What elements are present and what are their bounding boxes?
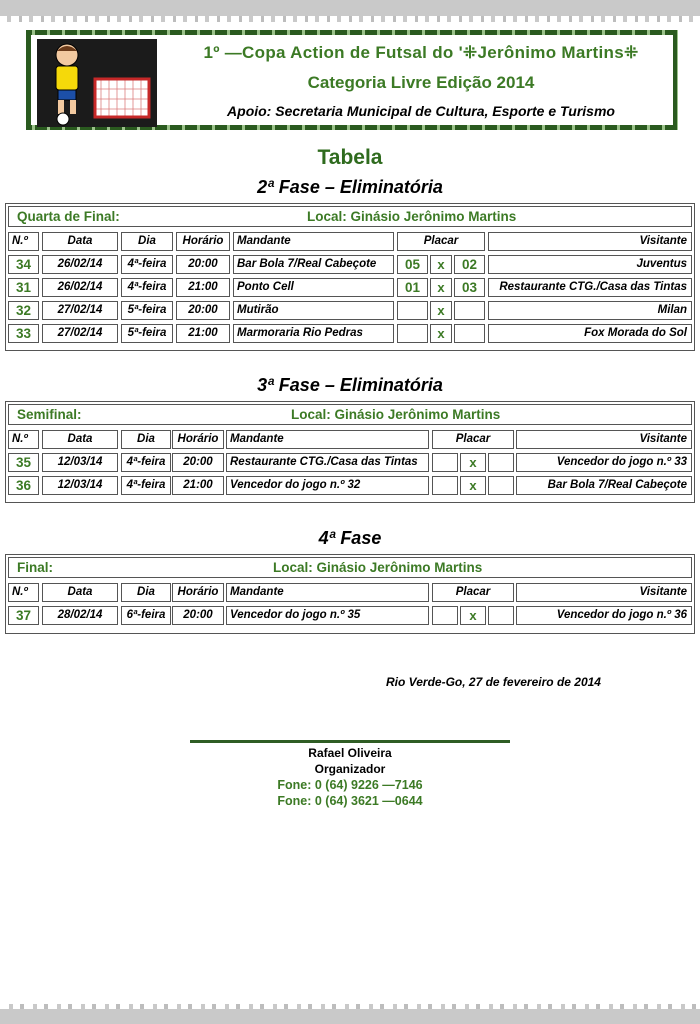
home-score [432, 476, 458, 495]
game-time: 20:00 [176, 301, 230, 320]
game-number: 32 [8, 301, 39, 320]
away-score [454, 301, 485, 320]
home-score [397, 324, 428, 343]
round-label: Semifinal: [17, 407, 82, 422]
col-away: Visitante [516, 583, 692, 602]
game-time: 20:00 [176, 255, 230, 274]
tournament-category: Categoria Livre Edição 2014 [307, 73, 535, 92]
game-date: 28/02/14 [42, 606, 118, 625]
col-day: Dia [121, 583, 171, 602]
phase4-title: 4ª Fase [318, 528, 382, 548]
phase2-title-row [8, 206, 692, 227]
game-day: 4ª-feira [121, 278, 173, 297]
round-label: Final: [17, 560, 53, 575]
score-separator: x [460, 606, 486, 625]
home-score: 05 [397, 255, 428, 274]
venue-label: Local: Ginásio Jerônimo Martins [291, 407, 501, 422]
col-time: Horário [172, 430, 224, 449]
away-team: Juventus [488, 255, 692, 274]
col-date: Data [42, 232, 118, 251]
col-score: Placar [432, 583, 514, 602]
home-score: 01 [397, 278, 428, 297]
col-date: Data [42, 583, 118, 602]
score-separator: x [430, 278, 452, 297]
phase3-title: 3ª Fase – Eliminatória [257, 375, 443, 395]
col-num: N.º [8, 232, 39, 251]
home-score [432, 606, 458, 625]
away-score [454, 324, 485, 343]
away-score: 03 [454, 278, 485, 297]
game-number: 33 [8, 324, 39, 343]
col-time: Horário [172, 583, 224, 602]
page-top-edge [0, 0, 700, 22]
col-score: Placar [432, 430, 514, 449]
home-team: Mutirão [233, 301, 394, 320]
game-day: 4ª-feira [121, 255, 173, 274]
game-time: 20:00 [172, 453, 224, 472]
phase4-table [5, 554, 695, 634]
place-date: Rio Verde-Go, 27 de fevereiro de 2014 [386, 675, 601, 689]
away-team: Vencedor do jogo n.º 33 [516, 453, 692, 472]
col-time: Horário [176, 232, 230, 251]
venue-label: Local: Ginásio Jerônimo Martins [273, 560, 483, 575]
phase3-title-row [8, 404, 692, 425]
home-team: Marmoraria Rio Pedras [233, 324, 394, 343]
game-date: 27/02/14 [42, 324, 118, 343]
away-score [488, 476, 514, 495]
score-separator: x [430, 324, 452, 343]
home-team: Vencedor do jogo n.º 32 [226, 476, 429, 495]
game-date: 27/02/14 [42, 301, 118, 320]
tournament-title: 1º —Copa Action de Futsal do '⁜Jerônimo Martins⁜ [203, 43, 639, 62]
futsal-player-goal-icon [37, 39, 157, 127]
home-team: Restaurante CTG./Casa das Tintas [226, 453, 429, 472]
game-number: 36 [8, 476, 39, 495]
game-day: 5ª-feira [121, 301, 173, 320]
away-team: Restaurante CTG./Casa das Tintas [488, 278, 692, 297]
col-day: Dia [121, 232, 173, 251]
col-num: N.º [8, 583, 39, 602]
game-date: 12/03/14 [42, 476, 118, 495]
col-day: Dia [121, 430, 171, 449]
col-score: Placar [397, 232, 485, 251]
home-team: Bar Bola 7/Real Cabeçote [233, 255, 394, 274]
away-score: 02 [454, 255, 485, 274]
home-team: Ponto Cell [233, 278, 394, 297]
organizer-role: Organizador [314, 762, 386, 776]
away-team: Fox Morada do Sol [488, 324, 692, 343]
away-team: Bar Bola 7/Real Cabeçote [516, 476, 692, 495]
game-day: 4ª-feira [121, 453, 171, 472]
home-team: Vencedor do jogo n.º 35 [226, 606, 429, 625]
home-score [397, 301, 428, 320]
game-number: 31 [8, 278, 39, 297]
phone-1: Fone: 0 (64) 9226 —7146 [277, 778, 423, 792]
col-date: Data [42, 430, 118, 449]
score-separator: x [430, 255, 452, 274]
organizer-name: Rafael Oliveira [308, 746, 392, 760]
col-num: N.º [8, 430, 39, 449]
game-time: 21:00 [176, 278, 230, 297]
header-banner [26, 30, 678, 130]
col-home: Mandante [226, 583, 429, 602]
score-separator: x [460, 476, 486, 495]
game-time: 21:00 [176, 324, 230, 343]
away-score [488, 606, 514, 625]
signature-line [190, 740, 510, 743]
page-bottom-edge [0, 1004, 700, 1024]
home-score [432, 453, 458, 472]
phase4-title-row [8, 557, 692, 578]
game-date: 26/02/14 [42, 255, 118, 274]
page-title: Tabela [317, 146, 383, 169]
tournament-sponsor: Apoio: Secretaria Municipal de Cultura, Esporte e Turismo [227, 103, 615, 119]
phase3-table [5, 401, 695, 503]
score-separator: x [460, 453, 486, 472]
away-score [488, 453, 514, 472]
score-separator: x [430, 301, 452, 320]
game-date: 12/03/14 [42, 453, 118, 472]
col-home: Mandante [226, 430, 429, 449]
venue-label: Local: Ginásio Jerônimo Martins [307, 209, 517, 224]
game-number: 37 [8, 606, 39, 625]
away-team: Vencedor do jogo n.º 36 [516, 606, 692, 625]
col-away: Visitante [516, 430, 692, 449]
game-day: 4ª-feira [121, 476, 171, 495]
game-date: 26/02/14 [42, 278, 118, 297]
col-away: Visitante [488, 232, 692, 251]
col-home: Mandante [233, 232, 394, 251]
game-time: 21:00 [172, 476, 224, 495]
game-number: 35 [8, 453, 39, 472]
game-number: 34 [8, 255, 39, 274]
phase2-title: 2ª Fase – Eliminatória [257, 177, 443, 197]
phone-2: Fone: 0 (64) 3621 —0644 [277, 794, 423, 808]
game-day: 5ª-feira [121, 324, 173, 343]
game-day: 6ª-feira [121, 606, 171, 625]
game-time: 20:00 [172, 606, 224, 625]
phase2-table [5, 203, 695, 351]
round-label: Quarta de Final: [17, 209, 120, 224]
away-team: Milan [488, 301, 692, 320]
